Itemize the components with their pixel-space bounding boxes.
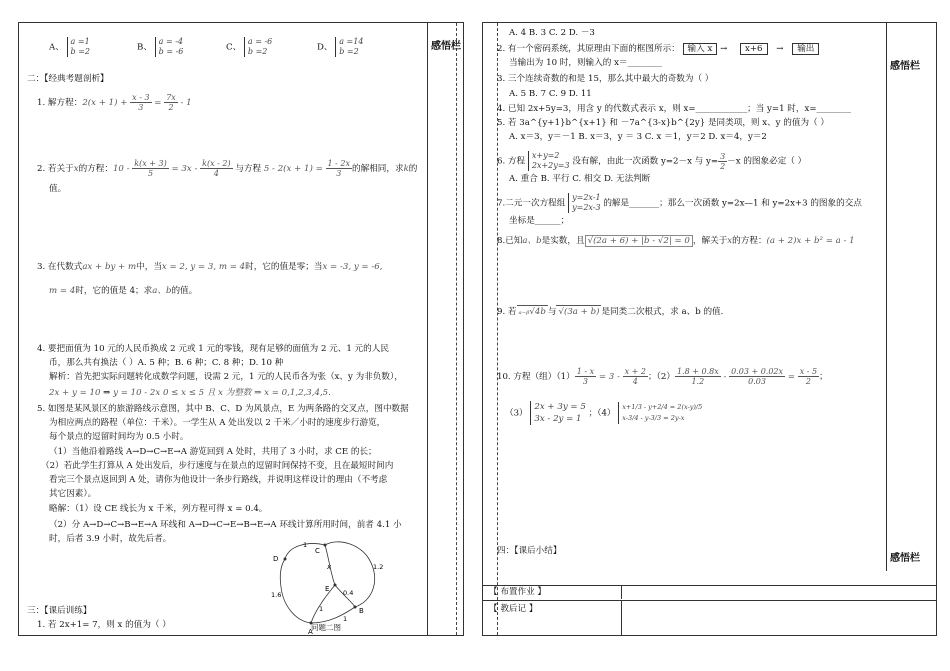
question-r7-line2: 坐标是______； bbox=[509, 216, 570, 226]
homework-label: 【 布置作业 】 bbox=[489, 587, 547, 597]
section-heading-4: 四：【课后小结】 bbox=[497, 546, 562, 556]
distance-dc-label: 1 bbox=[303, 541, 308, 549]
side-label-bottom: 感悟栏 bbox=[890, 553, 920, 564]
process-box: x+6 bbox=[740, 43, 768, 55]
side-label-top: 感悟栏 bbox=[890, 61, 920, 72]
question-1: 1. 解方程：2(x + 1) + $\frac{x - 3}{3}$ = $\frac{7x}{2}$ - 1 bbox=[37, 93, 192, 112]
distance-cb-label: 1.2 bbox=[373, 563, 384, 571]
question-r5-options: A. x＝3，y＝－1 B. x＝3，y ＝ 3 C. x ＝1，y＝2 D. x＝4，y＝2 bbox=[509, 132, 767, 142]
notes-row bbox=[483, 600, 936, 635]
question-3-line2: m = 4时，它的值是 4；求a、b的值。 bbox=[49, 286, 198, 296]
question-2-line2: 值。 bbox=[49, 184, 67, 194]
distance-da-label: 1.6 bbox=[271, 591, 282, 599]
question-5-solution-2: （2）分 A→D→C→B→E→A 环线和 A→D→C→E→B→E→A 环线计算所用时间，前者 4.1 小 bbox=[49, 520, 402, 530]
question-r5: 5. 若 3a^{y+1}b^{x+1} 和 －7a^{3-x}b^{2y} 是同类项，则 x、y 的值为（ ） bbox=[497, 118, 829, 128]
question-5-part2-line1: （2）若此学生打算从 A 处出发后，步行速度与在景点的逗留时间保持不变，且在最短时间内 bbox=[41, 461, 394, 471]
question-r8: 8.已知a、b是实数，且 √(2a + 6) + |b - √2| = 0 ，解关于x的方程：(a + 2)x + b² = a - 1 bbox=[497, 236, 855, 246]
fold-line bbox=[456, 23, 457, 635]
route-diagram bbox=[269, 535, 399, 635]
question-5-line2: 为相应两点的路程（单位：千米）。一学生从 A 处出发以 2 千米／小时的速度步行游览， bbox=[49, 418, 386, 428]
question-4-line3: 解析：首先把实际问题转化成数学问题，设需 2 元，1 元的人民币各为张（x、y 为非负数）， bbox=[49, 372, 403, 382]
question-r6: 6. 方程 x+y=2 2x+2y=3 没有解，由此一次函数 y=2－x 与 y= $\frac{3}{2}$ －x 的图象必定（ ） bbox=[497, 151, 807, 171]
side-label: 感悟栏 bbox=[431, 41, 461, 52]
question-r9: 9. 若 ₐ₋ᵦ√4b 与 √(3a + b) 是同类二次根式，求 a、b 的值. bbox=[497, 307, 724, 317]
question-r7: 7.二元一次方程组 y=2x-1 y=2x-3 的解是_______；那么一次函数 y=2x—1 和 y=2x+3 的图象的交点 bbox=[497, 193, 862, 212]
question-3: 3. 在代数式ax + by + m中，当x = 2, y = 3, m = 4时，它的值是零；当x = -3, y = -6, bbox=[37, 262, 383, 272]
training-question-1: 1. 若 2x+1= 7，则 x 的值为（ ） bbox=[37, 620, 171, 630]
question-4-line4: 2x + y = 10 ⇒ y = 10 - 2x 0 ≤ x ≤ 5 且 x 为整数 ⇒ x = 0,1,2,3,4,5. bbox=[49, 388, 331, 398]
question-5-part2-line3: 其它因素）。 bbox=[49, 489, 97, 499]
distance-ba-label: 1 bbox=[343, 615, 348, 623]
question-5-part2-line2: 看完三个景点返回到 A 处，请你为他设计一条步行路线，并说明这样设计的理由（不考虑 bbox=[49, 475, 388, 485]
section-heading-3: 三：【课后训练】 bbox=[27, 606, 92, 616]
question-r6-options: A. 重合 B. 平行 C. 相交 D. 无法判断 bbox=[509, 174, 651, 184]
question-5-line3: 每个景点的逗留时间均为 0.5 小时。 bbox=[49, 432, 189, 442]
option-c: C、 a = -6 b =2 bbox=[226, 37, 273, 56]
margin-divider bbox=[427, 23, 428, 635]
right-page bbox=[482, 22, 937, 636]
distance-x-label: x bbox=[327, 563, 332, 571]
left-page bbox=[18, 22, 464, 636]
answer-options-q1: A. 4 B. 3 C. 2 D. －3 bbox=[509, 28, 595, 38]
question-r10: 10. 方程（组）（1） $\frac{1 - x}{3}$ = 3 - $\frac{x + 2}{4}$ ；（2） $\frac{1.8 + 0.8x}{1.2}$ - $\frac{0.03 + 0.02x}{0.03}$ = $\frac{x - 5}{2}$ ； bbox=[497, 367, 828, 386]
margin-divider-right bbox=[886, 23, 887, 571]
option-a: A、 a =1 b =2 bbox=[49, 37, 91, 56]
question-5-solution-3: 时，后者 3.9 小时，故先后者。 bbox=[49, 534, 172, 544]
output-box: 输出 bbox=[792, 43, 819, 55]
question-r3: 3. 三个连续奇数的和是 15，那么其中最大的奇数为（ ） bbox=[497, 74, 714, 84]
homework-divider bbox=[621, 586, 622, 599]
question-r2-line2: 当输出为 10 时，则输入的 x＝________ bbox=[509, 58, 662, 68]
homework-row bbox=[483, 585, 936, 599]
point-e-label: E bbox=[325, 585, 330, 593]
point-a-label: A bbox=[308, 628, 313, 635]
distance-ea-label: 1 bbox=[319, 605, 324, 613]
question-r3-options: A. 5 B. 7 C. 9 D. 11 bbox=[509, 89, 592, 99]
notes-divider bbox=[621, 601, 622, 635]
point-c-label: C bbox=[315, 547, 320, 555]
question-4-line2: 币，那么共有换法（ ）A. 5 种；B. 6 种；C. 8 种；D. 10 种 bbox=[49, 358, 284, 368]
distance-eb-label: 0.4 bbox=[343, 589, 354, 597]
question-r10-part3: （3） 2x + 3y = 5 3x - 2y = 1 ；（4） x+1/3 - y+2/4 = 2(x-y)/5 x-3/4 - y-3/3 = 2y-x bbox=[505, 402, 703, 424]
question-2: 2. 若关于x的方程：10 - $\frac{k(x + 3)}{5}$ = 3x - $\frac{k(x - 2)}{4}$ 与方程 5 - 2(x + 1) = $\frac{1 - 2x}{3}$ 的解相同，求k的 bbox=[37, 159, 418, 178]
section-heading-2: 二：【经典考题剖析】 bbox=[27, 74, 109, 84]
question-5-solution-1: 略解：（1）设 CE 线长为 x 千米，列方程可得 x = 0.4。 bbox=[49, 504, 268, 514]
question-5-line1: 5. 如图是某风景区的旅游路线示意图，其中 B、C、D 为风景点，E 为两条路的交叉点，图中数据 bbox=[37, 404, 409, 414]
option-b: B、 a = -4 b = -6 bbox=[137, 37, 184, 56]
question-5-part1: （1）当他沿着路线 A→D→C→E→A 游览回到 A 处时，共用了 3 小时，求 CE 的长； bbox=[49, 447, 377, 457]
input-box: 输入 x bbox=[683, 43, 718, 55]
point-b-label: B bbox=[359, 607, 364, 615]
question-r4: 4. 已知 2x+5y=3，用含 y 的代数式表示 x，则 x=____________；当 y=1 时，x=________ bbox=[497, 104, 851, 114]
question-4-line1: 4. 要把面值为 10 元的人民币换成 2 元或 1 元的零钱，现有足够的面值为 2 元、1 元的人民 bbox=[37, 344, 389, 354]
option-d: D、 a =14 b =2 bbox=[317, 37, 364, 56]
diagram-caption: 问题二图 bbox=[311, 623, 341, 632]
point-d-label: D bbox=[273, 555, 279, 563]
notes-label: 【 教后记 】 bbox=[489, 604, 538, 614]
question-r2: 2. 有一个密码系统，其原理由下面的框图所示： 输入 x → x+6 → 输出 bbox=[497, 43, 819, 56]
